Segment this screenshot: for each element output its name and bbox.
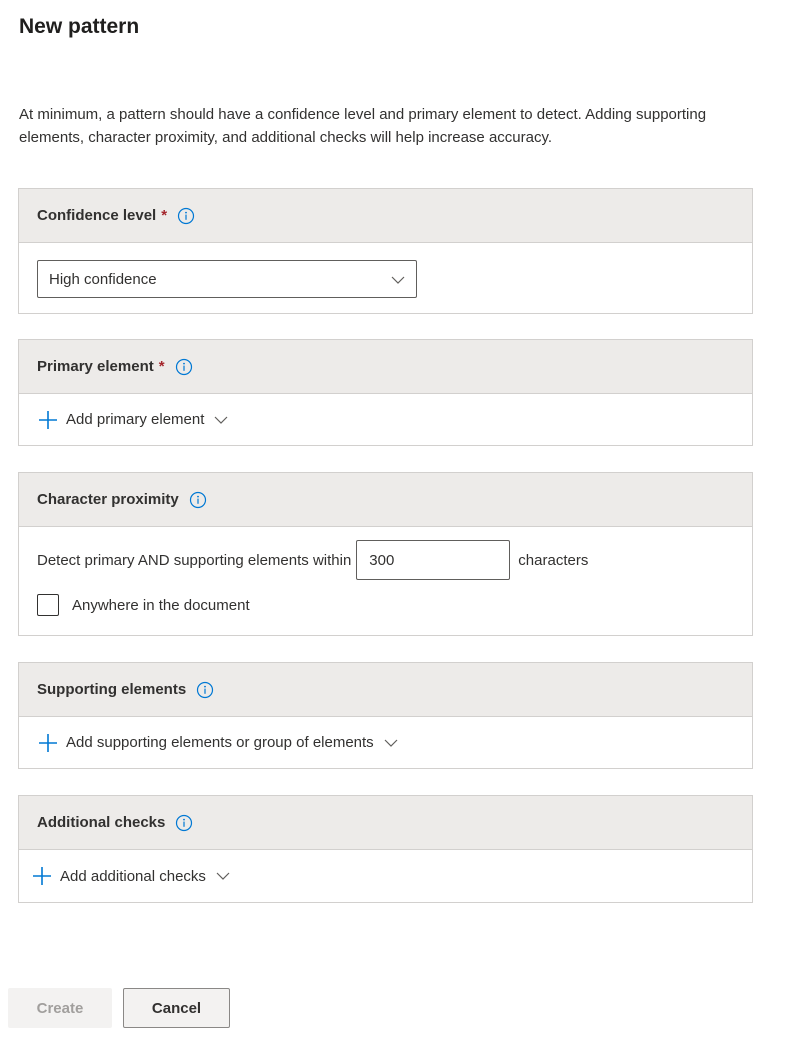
info-icon[interactable] [177,207,195,225]
character-proximity-section [18,472,753,636]
additional-checks-header [19,796,752,850]
anywhere-in-document-option[interactable] [37,594,250,616]
primary-element-header [19,340,752,394]
plus-icon [37,409,59,431]
confidence-dropdown[interactable] [37,260,417,298]
intro-text: At minimum, a pattern should have a confidence level and primary element to detect. Adding supporting elements, character proximity, and additional checks will help increase accuracy. [19,106,707,146]
anywhere-in-document-label: Anywhere in the document [72,596,250,614]
confidence-label: Confidence level [37,207,157,224]
supporting-elements-label: Supporting elements [37,681,187,698]
proximity-characters-input[interactable] [356,540,510,580]
page-title: New pattern [19,15,140,38]
info-icon[interactable] [189,491,207,509]
required-marker: * [158,358,165,375]
chevron-down-icon [391,273,405,291]
add-primary-element-button[interactable] [37,409,228,431]
add-primary-element-label: Add primary element [66,411,205,428]
add-supporting-elements-label: Add supporting elements or group of elements [66,734,374,751]
add-supporting-elements-button[interactable] [37,732,398,754]
plus-icon [37,732,59,754]
additional-checks-section [18,795,753,903]
info-icon[interactable] [175,358,193,376]
proximity-prefix-text: Detect primary AND supporting elements within [37,551,352,569]
additional-checks-label: Additional checks [37,814,166,831]
primary-element-section [18,339,753,446]
chevron-down-icon [216,871,230,881]
create-button[interactable]: Create [8,988,112,1028]
add-additional-checks-label: Add additional checks [60,867,206,885]
primary-element-label: Primary element [37,358,154,375]
plus-icon [31,865,53,887]
confidence-section [18,188,753,314]
anywhere-in-document-checkbox[interactable] [37,594,59,616]
character-proximity-label: Character proximity [37,491,179,508]
proximity-row [37,540,588,580]
info-icon[interactable] [196,681,214,699]
cancel-button[interactable]: Cancel [123,988,230,1028]
supporting-elements-section [18,662,753,769]
confidence-header [19,189,752,243]
add-additional-checks-button[interactable] [31,865,230,887]
chevron-down-icon [214,415,228,425]
info-icon[interactable] [175,814,193,832]
chevron-down-icon [384,738,398,748]
proximity-suffix-text: characters [518,551,589,569]
character-proximity-header [19,473,752,527]
required-marker: * [161,207,168,224]
confidence-selected-value: High confidence [49,270,157,288]
supporting-elements-header [19,663,752,717]
